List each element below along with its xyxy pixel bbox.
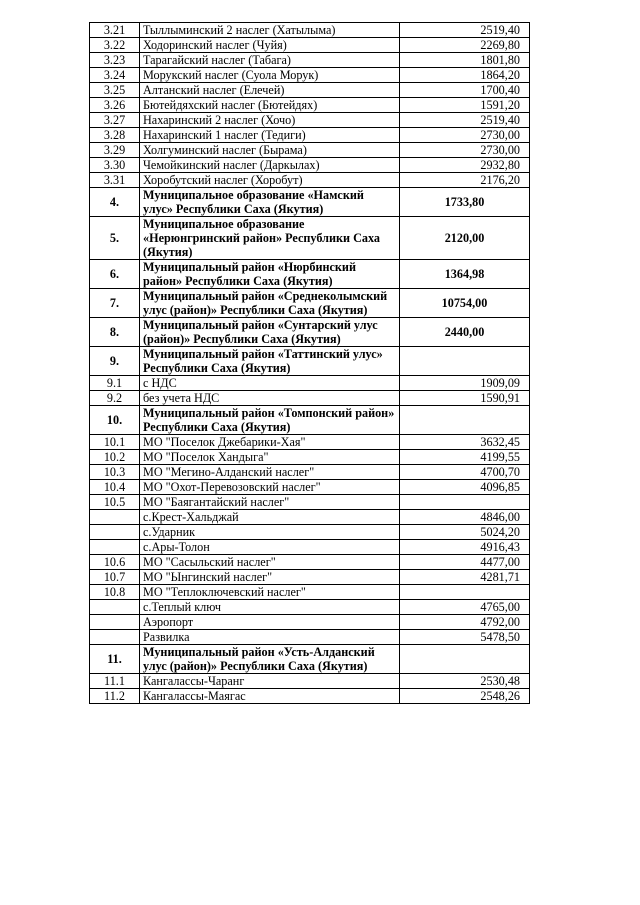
row-name-cell: Муниципальное образование «Нерюнгринский район» Республики Саха (Якутия) <box>140 217 400 260</box>
tariff-table <box>89 22 530 704</box>
row-value-cell: 4700,70 <box>400 465 530 480</box>
table-row <box>90 68 530 83</box>
row-value-cell: 4477,00 <box>400 555 530 570</box>
row-name-cell: Чемойкинский наслег (Даркылах) <box>140 158 400 173</box>
row-value-cell: 1364,98 <box>400 260 530 289</box>
row-name-cell: Ходоринский наслег (Чуйя) <box>140 38 400 53</box>
row-number-cell: 9.2 <box>90 391 140 406</box>
table-row <box>90 38 530 53</box>
table-row <box>90 630 530 645</box>
row-number-cell: 11. <box>90 645 140 674</box>
row-name-cell: Нахаринский 1 наслег (Тедиги) <box>140 128 400 143</box>
row-number-cell: 3.24 <box>90 68 140 83</box>
row-number-cell: 3.28 <box>90 128 140 143</box>
row-value-cell <box>400 495 530 510</box>
table-row <box>90 585 530 600</box>
row-value-cell: 1591,20 <box>400 98 530 113</box>
row-number-cell: 3.29 <box>90 143 140 158</box>
row-number-cell: 11.2 <box>90 689 140 704</box>
row-value-cell: 2932,80 <box>400 158 530 173</box>
row-value-cell: 1700,40 <box>400 83 530 98</box>
row-number-cell: 6. <box>90 260 140 289</box>
row-number-cell: 3.25 <box>90 83 140 98</box>
row-number-cell: 3.30 <box>90 158 140 173</box>
row-name-cell: Бютейдяхский наслег (Бютейдях) <box>140 98 400 113</box>
row-number-cell <box>90 525 140 540</box>
row-name-cell: Холгуминский наслег (Бырама) <box>140 143 400 158</box>
table-row <box>90 83 530 98</box>
row-name-cell: Тыллыминский 2 наслег (Хатылыма) <box>140 23 400 38</box>
table-row <box>90 260 530 289</box>
row-name-cell: МО "Ынгинский наслег" <box>140 570 400 585</box>
row-name-cell: Тарагайский наслег (Табага) <box>140 53 400 68</box>
row-value-cell: 2730,00 <box>400 143 530 158</box>
row-name-cell: Муниципальный район «Нюрбинский район» Республики Саха (Якутия) <box>140 260 400 289</box>
row-value-cell <box>400 347 530 376</box>
row-number-cell <box>90 510 140 525</box>
table-row <box>90 615 530 630</box>
table-row <box>90 450 530 465</box>
row-value-cell: 3632,45 <box>400 435 530 450</box>
row-name-cell: Нахаринский 2 наслег (Хочо) <box>140 113 400 128</box>
row-value-cell: 4096,85 <box>400 480 530 495</box>
row-number-cell: 10.7 <box>90 570 140 585</box>
row-name-cell: Муниципальный район «Среднеколымский улус (район)» Республики Саха (Якутия) <box>140 289 400 318</box>
row-value-cell: 2269,80 <box>400 38 530 53</box>
row-value-cell <box>400 645 530 674</box>
row-number-cell <box>90 600 140 615</box>
row-number-cell: 3.22 <box>90 38 140 53</box>
row-value-cell: 4916,43 <box>400 540 530 555</box>
row-value-cell: 2548,26 <box>400 689 530 704</box>
table-row <box>90 128 530 143</box>
row-value-cell: 1590,91 <box>400 391 530 406</box>
row-number-cell: 7. <box>90 289 140 318</box>
row-value-cell: 1909,09 <box>400 376 530 391</box>
table-row <box>90 376 530 391</box>
row-number-cell: 3.26 <box>90 98 140 113</box>
row-value-cell: 2730,00 <box>400 128 530 143</box>
row-number-cell <box>90 540 140 555</box>
table-row <box>90 188 530 217</box>
row-value-cell <box>400 406 530 435</box>
row-value-cell: 2519,40 <box>400 113 530 128</box>
row-number-cell: 8. <box>90 318 140 347</box>
row-name-cell: МО "Баягантайский наслег" <box>140 495 400 510</box>
table-row <box>90 600 530 615</box>
row-number-cell: 10.2 <box>90 450 140 465</box>
table-row <box>90 540 530 555</box>
table-row <box>90 217 530 260</box>
row-number-cell: 9.1 <box>90 376 140 391</box>
row-number-cell: 3.31 <box>90 173 140 188</box>
row-number-cell: 11.1 <box>90 674 140 689</box>
row-value-cell: 2120,00 <box>400 217 530 260</box>
row-number-cell: 10. <box>90 406 140 435</box>
tariff-table-body <box>90 23 530 704</box>
row-name-cell: с.Крест-Хальджай <box>140 510 400 525</box>
row-number-cell: 10.8 <box>90 585 140 600</box>
row-number-cell: 9. <box>90 347 140 376</box>
table-row <box>90 158 530 173</box>
row-value-cell: 4846,00 <box>400 510 530 525</box>
row-name-cell: Кангалассы-Чаранг <box>140 674 400 689</box>
row-value-cell: 1864,20 <box>400 68 530 83</box>
row-name-cell: МО "Мегино-Алданский наслег" <box>140 465 400 480</box>
table-row <box>90 555 530 570</box>
row-value-cell: 2176,20 <box>400 173 530 188</box>
table-row <box>90 143 530 158</box>
table-row <box>90 98 530 113</box>
row-value-cell: 2530,48 <box>400 674 530 689</box>
table-row <box>90 391 530 406</box>
row-name-cell: МО "Охот-Перевозовский наслег" <box>140 480 400 495</box>
row-number-cell: 10.1 <box>90 435 140 450</box>
row-value-cell: 4792,00 <box>400 615 530 630</box>
table-row <box>90 113 530 128</box>
row-name-cell: Развилка <box>140 630 400 645</box>
row-number-cell: 5. <box>90 217 140 260</box>
row-name-cell: Муниципальный район «Таттинский улус» Республики Саха (Якутия) <box>140 347 400 376</box>
row-name-cell: Муниципальный район «Усть-Алданский улус (район)» Республики Саха (Якутия) <box>140 645 400 674</box>
row-name-cell: Муниципальный район «Томпонский район» Республики Саха (Якутия) <box>140 406 400 435</box>
row-number-cell: 4. <box>90 188 140 217</box>
row-name-cell: с НДС <box>140 376 400 391</box>
row-number-cell <box>90 615 140 630</box>
table-row <box>90 347 530 376</box>
row-number-cell: 10.6 <box>90 555 140 570</box>
row-number-cell: 3.21 <box>90 23 140 38</box>
table-row <box>90 289 530 318</box>
row-name-cell: Аэропорт <box>140 615 400 630</box>
row-value-cell: 2440,00 <box>400 318 530 347</box>
row-number-cell: 10.3 <box>90 465 140 480</box>
row-name-cell: Кангалассы-Маягас <box>140 689 400 704</box>
row-name-cell: Муниципальный район «Сунтарский улус (район)» Республики Саха (Якутия) <box>140 318 400 347</box>
table-row <box>90 465 530 480</box>
row-value-cell: 5478,50 <box>400 630 530 645</box>
row-name-cell: Морукский наслег (Суола Морук) <box>140 68 400 83</box>
row-name-cell: Муниципальное образование «Намский улус» Республики Саха (Якутия) <box>140 188 400 217</box>
row-value-cell: 4281,71 <box>400 570 530 585</box>
row-value-cell <box>400 585 530 600</box>
row-number-cell <box>90 630 140 645</box>
table-row <box>90 495 530 510</box>
table-row <box>90 23 530 38</box>
row-name-cell: МО "Поселок Хандыга" <box>140 450 400 465</box>
table-row <box>90 674 530 689</box>
row-value-cell: 10754,00 <box>400 289 530 318</box>
row-value-cell: 4765,00 <box>400 600 530 615</box>
table-row <box>90 53 530 68</box>
row-name-cell: МО "Сасыльский наслег" <box>140 555 400 570</box>
row-name-cell: с.Теплый ключ <box>140 600 400 615</box>
table-row <box>90 406 530 435</box>
table-row <box>90 570 530 585</box>
row-value-cell: 1801,80 <box>400 53 530 68</box>
row-name-cell: Хоробутский наслег (Хоробут) <box>140 173 400 188</box>
row-value-cell: 4199,55 <box>400 450 530 465</box>
tariff-table-page <box>89 22 530 704</box>
table-row <box>90 689 530 704</box>
row-value-cell: 2519,40 <box>400 23 530 38</box>
table-row <box>90 645 530 674</box>
table-row <box>90 525 530 540</box>
table-row <box>90 173 530 188</box>
row-number-cell: 3.23 <box>90 53 140 68</box>
row-name-cell: с.Ары-Толон <box>140 540 400 555</box>
row-number-cell: 3.27 <box>90 113 140 128</box>
row-name-cell: с.Ударник <box>140 525 400 540</box>
table-row <box>90 480 530 495</box>
row-name-cell: без учета НДС <box>140 391 400 406</box>
row-name-cell: МО "Теплоключевский наслег" <box>140 585 400 600</box>
table-row <box>90 435 530 450</box>
table-row <box>90 510 530 525</box>
row-number-cell: 10.5 <box>90 495 140 510</box>
row-number-cell: 10.4 <box>90 480 140 495</box>
row-value-cell: 1733,80 <box>400 188 530 217</box>
table-row <box>90 318 530 347</box>
row-value-cell: 5024,20 <box>400 525 530 540</box>
row-name-cell: МО "Поселок Джебарики-Хая" <box>140 435 400 450</box>
row-name-cell: Алтанский наслег (Елечей) <box>140 83 400 98</box>
